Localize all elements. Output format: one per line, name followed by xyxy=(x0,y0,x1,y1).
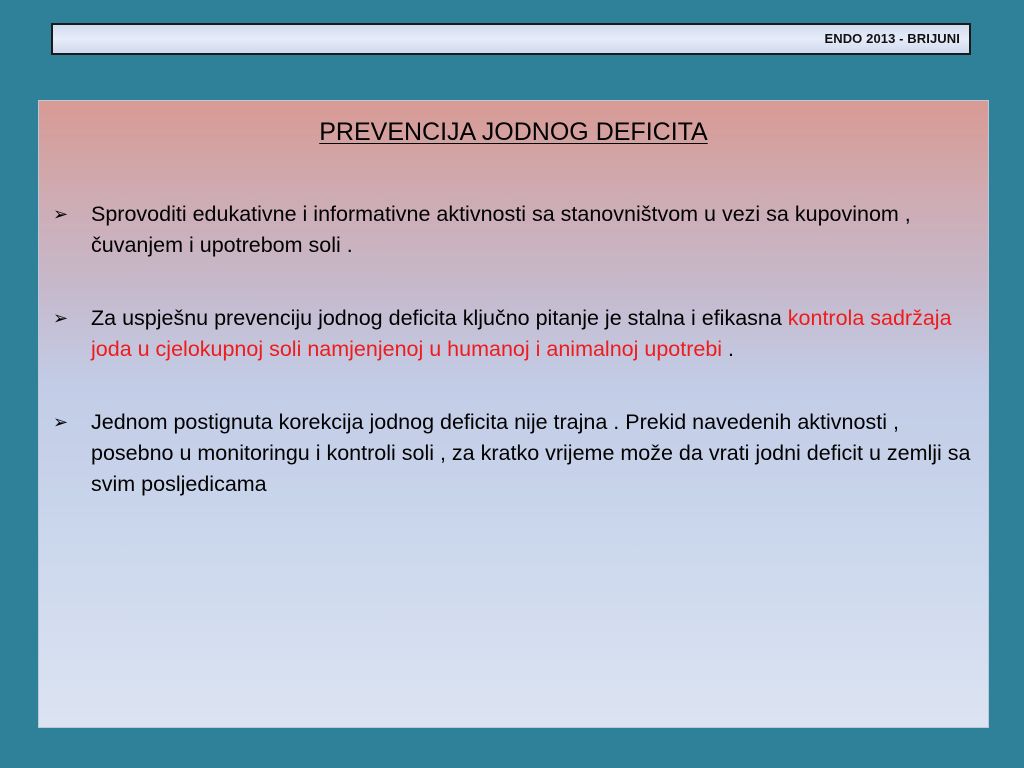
bullet-highlight-text: kontrola sadržaja joda u cjelokupnoj soli namjenjenoj u humanoj i animalnoj upotrebi xyxy=(91,306,952,361)
arrow-bullet-icon: ➢ xyxy=(53,204,69,225)
bullet-text-end: . xyxy=(722,337,735,361)
slide-content-panel xyxy=(38,100,989,728)
bullet-item xyxy=(53,407,981,500)
header-label: ENDO 2013 - BRIJUNI xyxy=(824,31,960,46)
bullet-text: Sprovoditi edukativne i informativne aktivnosti sa stanovništvom u vezi sa kupovinom , čuvanjem i upotrebom soli . xyxy=(91,202,911,257)
bullet-list xyxy=(53,199,981,542)
bullet-item xyxy=(53,303,981,365)
header-bar xyxy=(51,23,971,55)
slide-title: PREVENCIJA JODNOG DEFICITA xyxy=(319,118,708,146)
bullet-item xyxy=(53,199,981,261)
bullet-text: Za uspješnu prevenciju jodnog deficita ključno pitanje je stalna i efikasna xyxy=(91,306,788,330)
bullet-text: Jednom postignuta korekcija jodnog deficita nije trajna . Prekid navedenih aktivnosti , posebno u monitoringu i kontroli soli , za kratko vrijeme može da vrati jodni deficit u zemlji sa svim posljedicama xyxy=(91,410,971,496)
arrow-bullet-icon: ➢ xyxy=(53,412,69,433)
arrow-bullet-icon: ➢ xyxy=(53,308,69,329)
